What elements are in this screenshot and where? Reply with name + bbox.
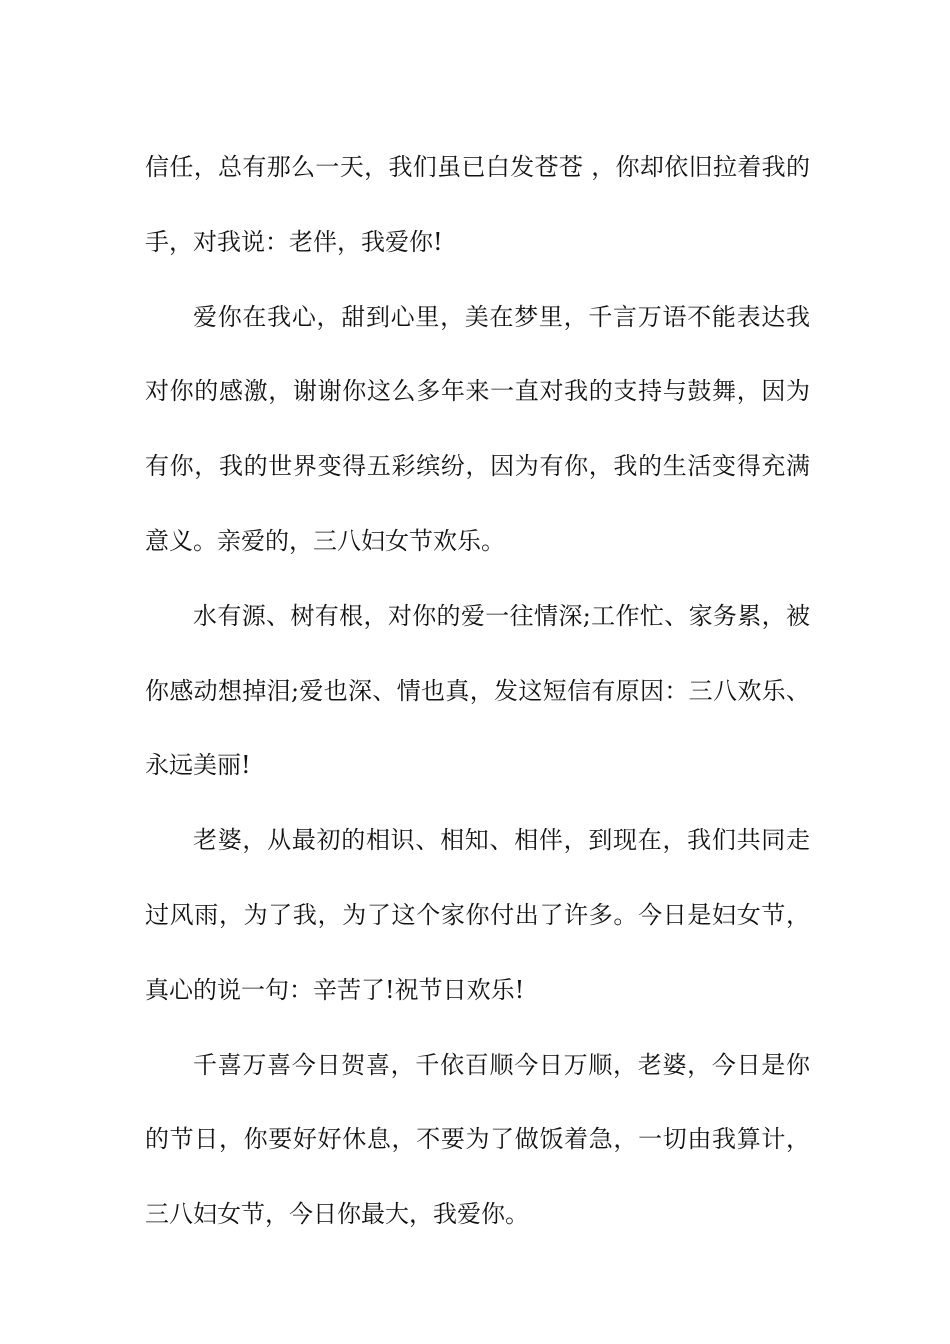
paragraph-4 (145, 803, 810, 1027)
text-line: 手，对我说：老伴，我爱你! (145, 227, 443, 256)
document-body (145, 130, 810, 1252)
text-line: 意义。亲爱的，三八妇女节欢乐。 (145, 526, 505, 555)
paragraph-1 (145, 130, 810, 280)
text-line: 对你的感激，谢谢你这么多年来一直对我的支持与鼓舞，因为 (145, 377, 810, 406)
text-line: 永远美丽! (145, 751, 251, 780)
text-line: 有你，我的世界变得五彩缤纷，因为有你，我的生活变得充满 (145, 452, 810, 481)
text-line: 过风雨，为了我，为了这个家你付出了许多。今日是妇女节， (145, 900, 810, 929)
text-line: 的节日，你要好好休息，不要为了做饭着急，一切由我算计， (145, 1125, 810, 1154)
paragraph-2 (145, 280, 810, 579)
text-line: 老婆，从最初的相识、相知、相伴，到现在，我们共同走 (193, 826, 810, 855)
text-line: 信任，总有那么一天，我们虽已白发苍苍 ，你却依旧拉着我的 (145, 153, 810, 181)
text-line: 真心的说一句：辛苦了!祝节日欢乐! (145, 975, 525, 1004)
text-line: 爱你在我心，甜到心里，美在梦里，千言万语不能表达我 (193, 302, 810, 331)
text-line: 三八妇女节，今日你最大，我爱你。 (145, 1200, 529, 1229)
text-line: 千喜万喜今日贺喜，千依百顺今日万顺，老婆，今日是你 (193, 1050, 810, 1079)
text-line: 水有源、树有根，对你的爱一往情深;工作忙、家务累，被 (193, 601, 810, 630)
paragraph-5 (145, 1028, 810, 1252)
paragraph-3 (145, 579, 810, 803)
text-line: 你感动想掉泪;爱也深、情也真，发这短信有原因：三八欢乐、 (145, 676, 810, 705)
